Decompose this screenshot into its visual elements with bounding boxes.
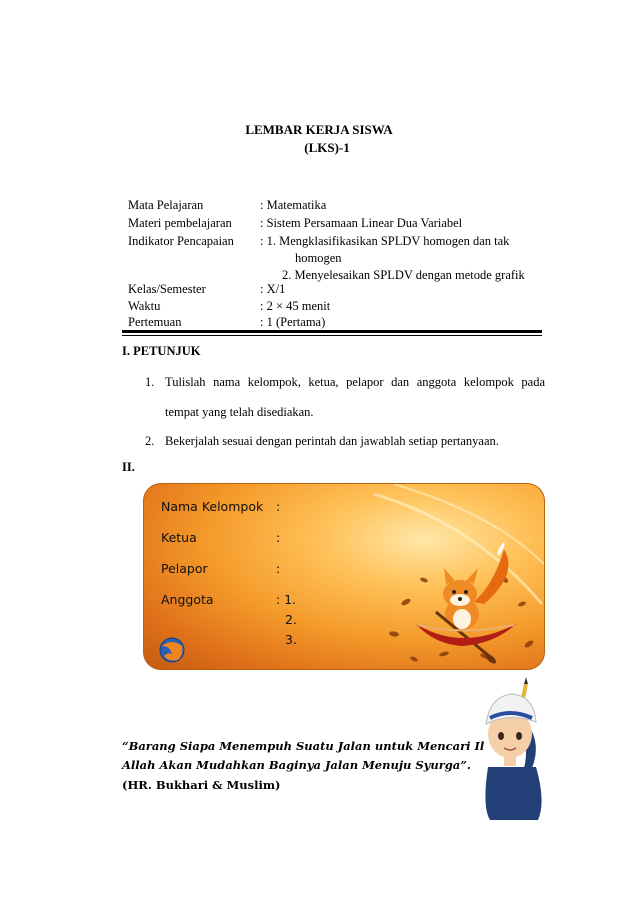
divider-thick [122, 330, 542, 333]
globe-icon [158, 636, 186, 664]
list-text: Tulislah nama kelompok, ketua, pelapor dan anggota kelompok pada [165, 375, 545, 389]
info-label: Waktu [128, 299, 161, 313]
form-label-reporter: Pelapor [161, 561, 208, 576]
list-item [145, 373, 545, 393]
info-label: Materi pembelajaran [128, 216, 232, 230]
list-item-continuation [145, 403, 545, 423]
list-text: Bekerjalah sesuai dengan perintah dan jawablah setiap pertanyaan. [165, 434, 499, 448]
info-value: : Matematika [260, 198, 327, 212]
quote-line: “Barang Siapa Menempuh Suatu Jalan untuk Mencari Il [122, 739, 485, 753]
form-colon: : [276, 561, 281, 576]
info-value: : 1. Mengklasifikasikan SPLDV homogen dan tak [260, 234, 510, 248]
form-colon: : [276, 530, 281, 545]
list-item [145, 432, 545, 452]
section-heading-2: II. [122, 460, 135, 474]
divider-thin [122, 335, 542, 336]
list-text: tempat yang telah disediakan. [165, 405, 314, 419]
member-number: 3. [285, 632, 297, 647]
info-label: Mata Pelajaran [128, 198, 204, 212]
info-value: : X/1 [260, 282, 286, 296]
quote-source: (HR. Bukhari & Muslim) [122, 778, 281, 792]
page-title: LEMBAR KERJA SISWA [245, 122, 393, 137]
info-value: : 2 × 45 menit [260, 299, 331, 313]
info-value: 2. Menyelesaikan SPLDV dengan metode grafik [282, 268, 525, 282]
info-label: Pertemuan [128, 315, 182, 329]
quote-line: Allah Akan Mudahkan Baginya Jalan Menuju Syurga”. [122, 758, 471, 772]
info-value: : Sistem Persamaan Linear Dua Variabel [260, 216, 463, 230]
info-label: Indikator Pencapaian [128, 234, 234, 248]
list-number: 1. [145, 375, 155, 389]
group-form-box [143, 483, 545, 670]
page-subtitle: (LKS)-1 [304, 140, 350, 155]
member-number: 2. [285, 612, 297, 627]
info-value: homogen [295, 251, 342, 265]
form-label-members: Anggota [161, 592, 214, 607]
info-label: Kelas/Semester [128, 282, 206, 296]
form-label-leader: Ketua [161, 530, 197, 545]
info-value: : 1 (Pertama) [260, 315, 326, 329]
list-number: 2. [145, 434, 155, 448]
form-label-group-name: Nama Kelompok [161, 499, 264, 514]
form-colon: : 1. [276, 592, 297, 607]
section-heading-instructions: I. PETUNJUK [122, 344, 201, 358]
form-colon: : [276, 499, 281, 514]
